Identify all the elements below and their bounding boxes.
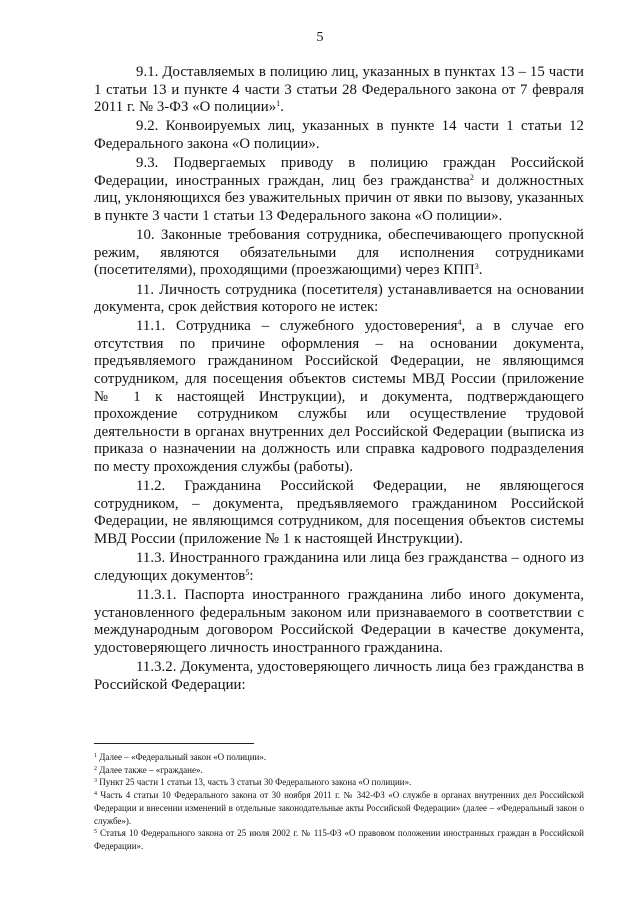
footnote-mark: 5: [94, 829, 97, 836]
footnote-mark: 4: [94, 791, 97, 798]
paragraph-text: 10. Законные требования сотрудника, обеспечивающего пропускной режим, являются обязательными для исполнения сотрудниками (посетителями), проходящими (проезжающими) через КПП: [94, 227, 584, 279]
paragraph-text: 11.3. Иностранного гражданина или лица без гражданства – одного из следующих документов: [94, 550, 584, 584]
paragraph: [94, 64, 584, 117]
footnote: [94, 827, 584, 852]
paragraph-text: .: [280, 99, 284, 116]
paragraph: [94, 659, 584, 694]
paragraph-text: :: [249, 567, 254, 584]
paragraph: [94, 478, 584, 548]
paragraph-text: .: [478, 262, 483, 279]
footnote-mark: 1: [94, 753, 97, 759]
footnote: [94, 776, 584, 789]
footnote: [94, 789, 584, 827]
paragraph-text: 11.2. Гражданина Российской Федерации, не являющегося сотрудником, – документа, предъявляемого гражданином Российской Федерации, не являющимся сотрудником, для посещения объектов системы МВД России (приложение № 1 к настоящей Инструкции).: [94, 478, 584, 547]
footnote-ref: 5: [245, 567, 250, 577]
footnotes: [94, 751, 584, 853]
footnote-text: Далее – «Федеральный закон «О полиции».: [97, 752, 267, 762]
paragraph-text: 9.3. Подвергаемых приводу в полицию граждан Российской Федерации, иностранных граждан, лиц без гражданства: [94, 155, 584, 189]
footnote-text: Статья 10 Федерального закона от 25 июля 2002 г. № 115-ФЗ «О правовом положении иностранных граждан в Российской Федерации».: [94, 828, 584, 851]
paragraph: [94, 318, 584, 476]
footnote-ref: 4: [457, 318, 462, 328]
paragraph-text: , а в случае его отсутствия по причине оформления – на основании документа, предъявляемого гражданином Российской Федерации, не являющимся сотрудником, для посещения объектов системы МВД России (приложение № 1 к настоящей Инструкции), и документа, подтверждающего прохождение сотрудником службы или осуществление трудовой деятельности в органах внутренних дел Российской Федерации (выписка из приказа о назначении на должность или справка кадрового подразделения по месту прохождения службы (работы).: [94, 318, 584, 476]
paragraph-text: 11.1. Сотрудника – служебного удостоверения: [136, 318, 458, 335]
paragraph-text: 11. Личность сотрудника (посетителя) устанавливается на основании документа, срок действия которого не истек:: [94, 281, 584, 316]
page-number: 5: [316, 30, 324, 45]
paragraph: [94, 227, 584, 280]
footnote-mark: 3: [94, 778, 97, 785]
paragraph-text: 9.1. Доставляемых в полицию лиц, указанных в пунктах 13 – 15 части 1 статьи 13 и пункте 4 части 3 статьи 28 Федерального закона от 7 февраля 2011 г. № 3-ФЗ «О полиции»: [94, 64, 584, 116]
paragraph-text: 9.2. Конвоируемых лиц, указанных в пункте 14 части 1 статьи 12 Федерального закона «О полиции».: [94, 118, 584, 152]
paragraph-text: и должностных лиц, уклоняющихся без уважительных причин от явки по вызову, указанных в пункте 3 части 1 статьи 13 Федерального закона «О полиции».: [94, 172, 585, 224]
paragraph-text: 11.3.2. Документа, удостоверяющего личность лица без гражданства в Российской Федерации:: [94, 658, 584, 693]
footnote-ref: 1: [276, 99, 281, 109]
footnote-ref: 3: [474, 262, 479, 272]
paragraph: [94, 587, 584, 657]
paragraph: [94, 550, 584, 585]
footnote-text: Часть 4 статьи 10 Федерального закона от 30 ноября 2011 г. № 342-ФЗ «О службе в органах внутренних дел Российской Федерации и внесении изменений в отдельные законодательные акты Российской Федерации» (далее – «Федеральный закон о службе»).: [94, 790, 584, 826]
document-body: [94, 64, 584, 694]
paragraph: [94, 282, 584, 317]
footnote-ref: 2: [469, 172, 474, 182]
paragraph: [94, 118, 584, 153]
footnote-separator: [94, 743, 254, 744]
paragraph: [94, 155, 584, 225]
footnote-mark: 2: [94, 765, 97, 772]
footnote-text: Пункт 25 части 1 статьи 13, часть 3 статьи 30 Федерального закона «О полиции».: [97, 777, 412, 788]
footnote: [94, 751, 584, 764]
paragraph-text: 11.3.1. Паспорта иностранного гражданина либо иного документа, установленного федеральным законом или признаваемого в соответствии с международным договором Российской Федерации в качестве документа, удостоверяющего личность иностранного гражданина.: [94, 586, 584, 656]
footnote: [94, 764, 584, 777]
footnote-text: Далее также – «граждане».: [97, 764, 203, 775]
